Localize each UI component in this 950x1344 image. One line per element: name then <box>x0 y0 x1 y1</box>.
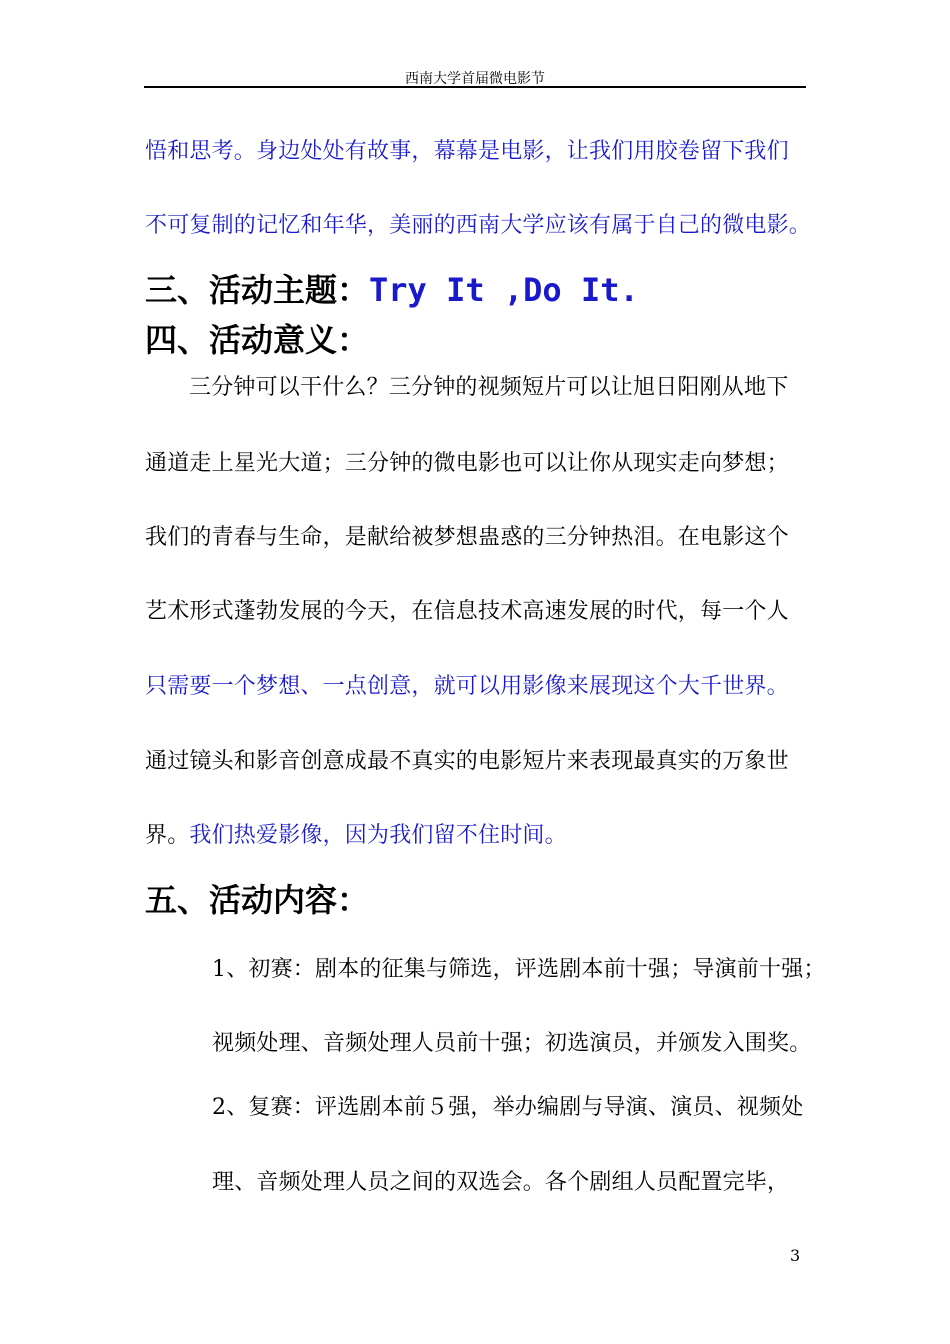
page-number: 3 <box>790 1246 801 1265</box>
section-3-heading <box>145 270 639 310</box>
section-3-theme: Try It ,Do It. <box>369 271 639 309</box>
header-title: 西南大学首届微电影节 <box>405 71 545 87</box>
section-4-last-rest: 我们热爱影像，因为我们留不住时间。 <box>189 823 567 848</box>
intro-line-1: 悟和思考。身边处处有故事，幕幕是电影，让我们用胶卷留下我们 <box>145 139 789 164</box>
intro-line-2: 不可复制的记忆和年华，美丽的西南大学应该有属于自己的微电影。 <box>145 213 812 238</box>
section-5-line-3: 2、复赛：评选剧本前５强，举办编剧与导演、演员、视频处 <box>212 1095 804 1120</box>
section-4-last-prefix: 界。 <box>145 823 190 848</box>
section-4-line-4: 艺术形式蓬勃发展的今天，在信息技术高速发展的时代，每一个人 <box>145 599 789 624</box>
header-divider <box>144 86 806 88</box>
section-4-line-2: 通道走上星光大道；三分钟的微电影也可以让你从现实走向梦想； <box>145 451 789 476</box>
section-4-line-1: 三分钟可以干什么？三分钟的视频短片可以让旭日阳刚从地下 <box>189 375 789 400</box>
section-5-line-4: 理、音频处理人员之间的双选会。各个剧组人员配置完毕， <box>212 1170 790 1195</box>
section-5-line-2: 视频处理、音频处理人员前十强；初选演员，并颁发入围奖。 <box>212 1031 812 1056</box>
section-4-heading: 四、活动意义： <box>145 321 370 359</box>
section-4-line-7 <box>145 822 567 850</box>
section-4-line-3: 我们的青春与生命，是献给被梦想蛊惑的三分钟热泪。在电影这个 <box>145 525 789 550</box>
section-5-heading: 五、活动内容： <box>145 881 370 919</box>
section-4-line-6: 通过镜头和影音创意成最不真实的电影短片来表现最真实的万象世 <box>145 749 789 774</box>
section-4-line-5: 只需要一个梦想、一点创意，就可以用影像来展现这个大千世界。 <box>145 674 789 699</box>
section-3-title: 三、活动主题： <box>145 271 370 309</box>
section-5-line-1: 1、初赛：剧本的征集与筛选，评选剧本前十强；导演前十强； <box>212 957 826 982</box>
